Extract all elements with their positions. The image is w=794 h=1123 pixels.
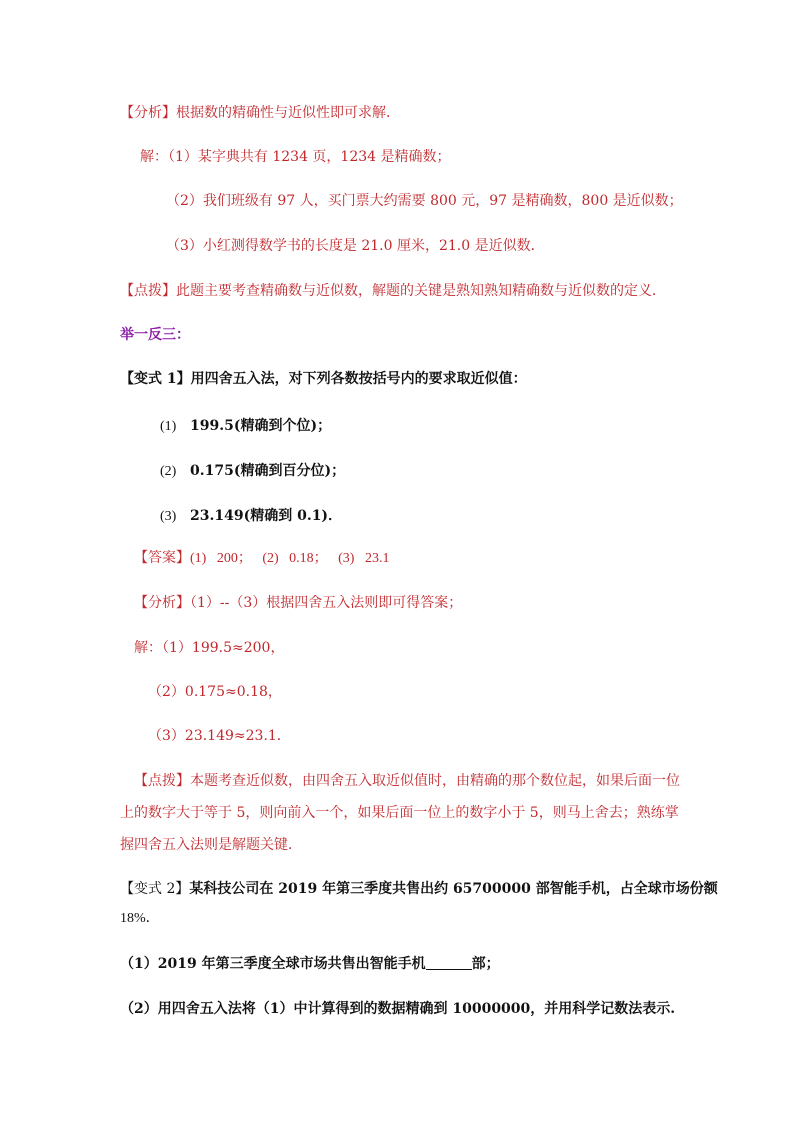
variant1-hint-line-1 [134,772,680,790]
item1-text-after: 部； [471,956,500,972]
variant2-question-line-2: 18%． [120,911,160,926]
analysis-tag: 【分析】 [134,595,190,611]
answer-text: (1) 200； (2) 0.18； (3) 23.1 [190,551,390,566]
item-text: 23.149(精确到 0.1)． [190,508,343,524]
variant1-question [120,370,527,388]
variant1-solution-2: （2）0.175≈0.18， [148,684,282,700]
answer-blank[interactable] [426,955,472,970]
analysis-text: （1）--（3）根据四舍五入法则即可得答案； [190,595,463,611]
hint-tag: 【点拨】 [120,283,176,299]
variant1-answer [134,549,389,568]
variant2-item-1 [120,955,500,973]
item-text: 199.5(精确到个位)； [190,418,332,434]
variant1-solution-3: （3）23.149≈23.1． [148,728,291,744]
analysis-text: 根据数的精确性与近似性即可求解． [176,105,400,121]
hint-line [120,282,666,300]
item-text: 0.175(精确到百分位)； [190,463,346,479]
variant1-item-2 [160,462,345,481]
item-number: (3) [160,509,177,524]
item-number: (1) [160,419,177,434]
solution-line-1: 解：（1）某字典共有 1234 页，1234 是精确数； [140,149,451,165]
solution-line-2: （2）我们班级有 97 人，买门票大约需要 800 元，97 是精确数，800 是近似数； [166,193,683,209]
item1-text-before: （1）2019 年第三季度全球市场共售出智能手机 [120,956,426,972]
variant1-item-3 [160,507,342,526]
item-number: (2) [160,464,177,479]
variant1-hint-line-2: 上的数字大于等于 5，则向前入一个，如果后面一位上的数字小于 5，则马上舍去；熟练掌 [120,805,679,821]
solution-line-3: （3）小红测得数学书的长度是 21.0 厘米，21.0 是近似数． [166,238,545,254]
variant1-hint-line-3: 握四舍五入法则是解题关键． [120,837,302,853]
variant2-item-2: （2）用四舍五入法将（1）中计算得到的数据精确到 10000000，并用科学记数法表示. [120,1001,676,1017]
hint-text: 此题主要考查精确数与近似数，解题的关键是熟知熟知精确数与近似数的定义． [176,283,666,299]
section-heading: 举一反三： [120,327,190,343]
answer-tag: 【答案】 [134,550,190,566]
analysis-tag: 【分析】 [120,105,176,121]
hint-tag: 【点拨】 [134,773,190,789]
analysis-line [120,104,400,122]
variant2-question-line-1 [120,880,718,898]
variant2-question-text: 某科技公司在 2019 年第三季度共售出约 65700000 部智能手机，占全球市场份额 [189,881,718,897]
variant1-analysis [134,594,462,612]
variant1-question-text: 用四舍五入法，对下列各数按括号内的要求取近似值： [190,371,527,387]
variant2-tag: 【变式 2】 [120,881,190,897]
variant1-item-1 [160,417,331,436]
variant1-tag: 【变式 1】 [120,371,191,387]
variant1-solution-1: 解：（1）199.5≈200， [134,640,285,656]
hint-text: 本题考查近似数，由四舍五入取近似值时，由精确的那个数位起，如果后面一位 [190,773,680,789]
